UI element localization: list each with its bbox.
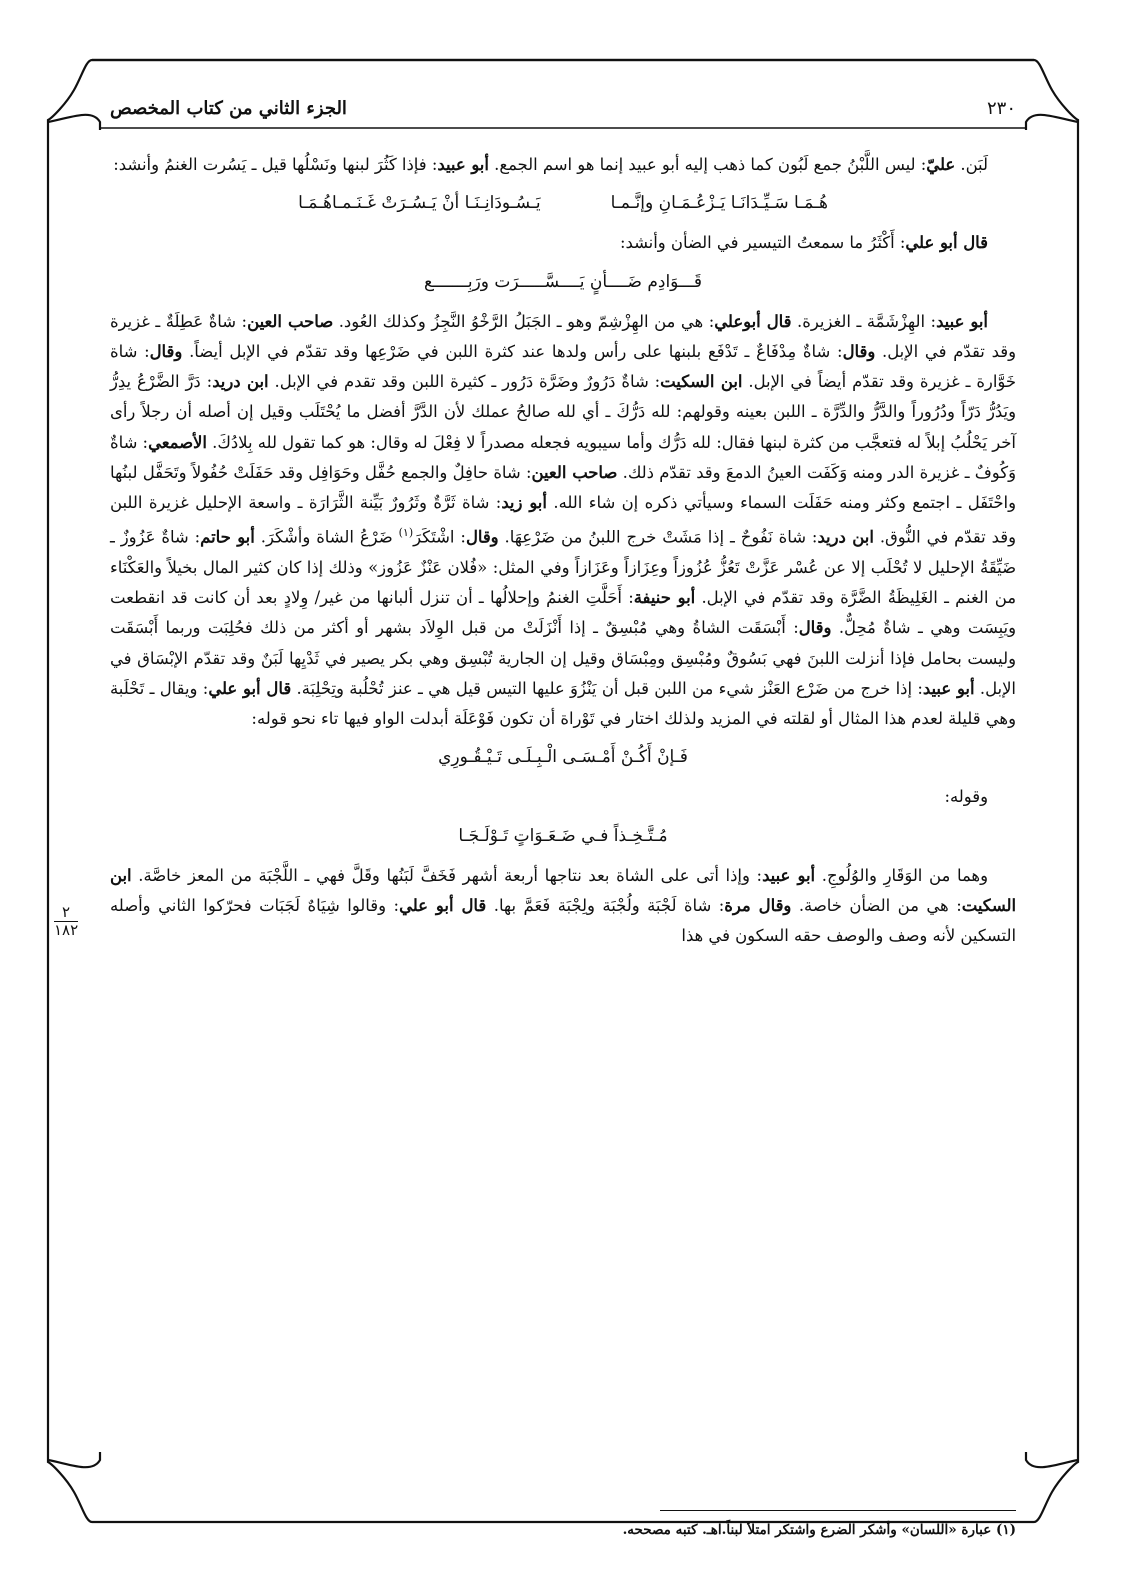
text-run: ضَرْعُ الشاة وأشْكَرَ. — [254, 527, 399, 547]
text-run: : فإذا كَثُرَ لبنها ونَسْلُها قيل ـ يَسُرت الغنمُ وأنشد: — [113, 155, 438, 174]
speaker-name: ابن السكيت — [660, 372, 743, 392]
speaker-name: أبو عبيد — [762, 865, 816, 885]
speaker-name: قال أبوعلي — [714, 311, 792, 331]
paragraph-4: وقوله: — [944, 787, 988, 807]
paragraph-1 — [110, 150, 1016, 180]
page-body — [110, 150, 1016, 951]
verse-3: فَـإنْ أَكُـنْ أَمْـسَـى الْـبِـلَـى تَـيْـقُـورِي — [438, 747, 688, 768]
footnote: (١) عبارة «اللسان» وأشكر الضرع واشتكر امتلأ لبناً.اهـ. كتبه مصححه. — [622, 1522, 1016, 1538]
text-run: : إذا خرج من ضَرْع العَنْز شيء من اللبن قبل أن يَنْزُوَ عليها التيس قيل هي ـ عنز تُحْلُبة وتِحْلِبَة. — [291, 678, 923, 698]
speaker-name: وقال مرة — [724, 895, 792, 915]
speaker-name: أبو عبيد — [922, 678, 975, 698]
verse-1-left-hemistich: يَـسُـودَانِـنَـا أنْ يَـسُـرَتْ غَـنَـمـاهُـمَـا — [298, 193, 541, 214]
speaker-name: وقال — [798, 618, 832, 638]
text-run: : شاة خَوَّارة ـ غزيرة وقد تقدّم أيضاً في الإبل. — [110, 342, 1016, 392]
speaker-name: قال أبو علي — [399, 895, 487, 915]
text-run: : وقالوا شِيَاهٌ لَجَبَات فحرّكوا الثاني وأصله التسكين لأنه وصف والوصف حقه السكون في هذا — [110, 895, 1016, 946]
speaker-name: أبو حنيفة — [633, 588, 696, 608]
speaker-name: وقال — [149, 342, 183, 362]
text-run: : أَكْثَرُ ما سمعتُ التيسير في الضأن وأنشد: — [619, 233, 906, 253]
text-run: : أَحَلَّتِ الغنمُ وإحلالُها ـ أن تنزل ألبانها من غير/ وِلادٍ بعد أن كانت قد انقطعت ويَبِسَت وهي ـ شاةٌ مُحِلٌّ. — [110, 588, 1016, 638]
text-run: : أَبْسَقَت الشاةُ وهي مُبْسِقٌ ـ إذا أَنْزَلَتْ من قبل الوِلاَد بشهر أو أكثر من ذلك فحُلِبَت وربما أَبْسَقَت وليست بحامل فإذا أنزلت اللبنَ فهي بَسُوقٌ ومُبْسِق ومِبْسَاق وقيل إن الجارية تُبْسِق وهي بكر يصير في ثَدْيِها لَبَنٌ وقد تقدّم الإبْسَاق في الإبل. — [110, 618, 1016, 698]
text-run: : شاة ثَرَّةٌ وثَرُورٌ بَيِّنة الثَّرَارَة ـ واسعة الإحليل غزيرة اللبن وقد تقدّم في النُّوق. — [110, 493, 1017, 547]
text-run: : شاة لَجْبَة ولُجْبَة ولِجْبَة فَعَمَّ بها. — [486, 895, 725, 915]
verse-1-right-hemistich: هُـمَـا سَـيِّـدَانَـا يَـزْعُـمَـانِ وإنَّـمـا — [610, 193, 828, 214]
footnote-marker: (١) — [398, 526, 414, 540]
text-run: : وإذا أتى على الشاة بعد نتاجها أربعة أشهر فَخَفَّ لَبَنُها وقَلَّ فهي ـ اللَّجْبَة من المعز خاصَّة. — [131, 865, 763, 885]
speaker-name: ابن السكيت — [110, 865, 1016, 915]
paragraph-5 — [110, 861, 1016, 952]
speaker-name: الأصمعي — [148, 432, 207, 452]
text-run: : ويقال ـ تَحْلَبة وهي قليلة لعدم هذا المثال أو لقلته في المزيد ولذلك اختار في تَوْراة أن تكون فَوْعَلَة أبدلت الواو فيها تاء نحو قوله: — [110, 678, 1016, 728]
speaker-name: وقال — [842, 342, 876, 362]
text-run: : شاة نَفُوحٌ ـ إذا مَشَتْ خرج اللبنُ من ضَرْعِهَا. — [498, 527, 818, 547]
text-run: : الهِزْشَمَّة ـ الغزيرة. — [791, 311, 937, 331]
text-run: : شاة حافِلٌ والجمع حُفَّل وحَوَافِل وقد حَفَلَتْ حُفُولاً وتَحَفَّل لبنُها واحْتَفَل ـ اجتمع وكثر ومنه حَفَلَت السماء وسيأتي ذكره إن شاء الله. — [110, 462, 1017, 513]
speaker-name: أبو عبيد — [437, 155, 489, 174]
text-run: : اشْتَكَرَ — [413, 527, 466, 547]
paragraph-2 — [110, 228, 1016, 258]
speaker-name: أبو عبيد — [936, 311, 988, 331]
verse-2: قَـــوَادِم ضَــــأنٍ يَــــسَّـــــرَت ورَبِـــــــع — [423, 271, 703, 292]
speaker-name: قال أبو علي — [905, 233, 988, 253]
speaker-name: أبو زيد — [501, 493, 547, 513]
page-number: ٢٣٠ — [986, 98, 1016, 119]
verse-1 — [110, 188, 1016, 218]
speaker-name: قال أبو علي — [208, 678, 292, 698]
text-run: وهما من الوَقَارِ والوُلُوجِ. — [815, 865, 988, 885]
footnote-rule — [660, 1510, 1016, 1511]
text-run: لَبَن. — [955, 155, 988, 174]
verse-4: مُـتَّـخِـذاً فـي ضَـعَـوَاتٍ تَـوْلَـجَـا — [458, 825, 668, 846]
speaker-name: صاحب العين — [531, 462, 618, 482]
text-run: : دَرَّ الضَّرْعُ يدِرُّ ويَدُرُّ دَرّاً ودُرُوراً والدَّرُّ والدِّرَّة ـ اللبن بعينه وقولهم: لله دَرُّكَ ـ أي لله صالحُ عملك لأن الدَّرَّ أفضل ما يُحْتَلَب وقيل إن أصله أن رجلاً رأى آخر يَحْلُبُ إبلاً له فتعجَّب من كثرة لبنها فقال: لله دَرُّك وأما سيبويه فجعله مصدراً لا فِعْلَ له وقال: هو كما تقول لله بِلادُكَ. — [110, 372, 1016, 452]
text-run: : ليس اللَّبْنُ جمع لَبُون كما ذهب إليه أبو عبيد إنما هو اسم الجمع. — [488, 155, 927, 174]
margin-page-reference — [54, 904, 78, 938]
text-run: : شاةٌ مِدْفَاعٌ ـ تَدْفَع بلبنها على رأس ولدها عند كثرة اللبن في ضَرْعِها وقد تقدّم في الإبل أيضاً. — [182, 342, 843, 362]
speaker-name: ابن دريد — [212, 372, 269, 392]
text-run: : هي من الضأن خاصة. — [791, 895, 962, 915]
speaker-name: ابن دريد — [817, 527, 874, 547]
margin-note-top: ٢ — [54, 904, 78, 922]
text-run: : شاةٌ عَزُوزٌ ـ ضَيِّقَةُ الإحليل لا تُحْلَب إلا عن عُسْر عَزَّتْ تَعُزُّ عُزُوزاً وعِزَازاً وعَزَازاً وفي المثل: «فُلان عَنْزٌ عَزُوز» وذلك إذا كان كثير المال بخيلاً والعَكْنَاء من الغنم ـ الغَلِيظَةُ الضَّرَّة وقد تقدّم في الإبل. — [110, 527, 1016, 608]
speaker-name: وقال — [465, 527, 499, 547]
text-run: : شاةٌ دَرُورٌ وضَرَّة دَرُور ـ كثيرة اللبن وقد تقدم في الإبل. — [268, 372, 661, 392]
paragraph-3 — [110, 307, 1016, 734]
speaker-name: أبو حاتم — [200, 527, 255, 547]
text-run: : شاةٌ عَطِلَةٌ ـ غزيرة وقد تقدّم في الإبل. — [110, 311, 1016, 362]
speaker-name: صاحب العين — [247, 311, 334, 331]
text-run: : هي من الهِزْشِمّ وهو ـ الجَبَلُ الرَّخْوُ النَّجِزُ وكذلك العُود. — [333, 311, 715, 331]
margin-note-bottom: ١٨٢ — [54, 921, 79, 939]
running-header-title: الجزء الثاني من كتاب المخصص — [110, 98, 347, 119]
speaker-name: عليّ — [926, 155, 956, 174]
text-run: : شاةٌ وَكُوفٌ ـ غزيرة الدر ومنه وَكَفَت العينُ الدمعَ وقد تقدّم ذلك. — [110, 432, 1016, 482]
